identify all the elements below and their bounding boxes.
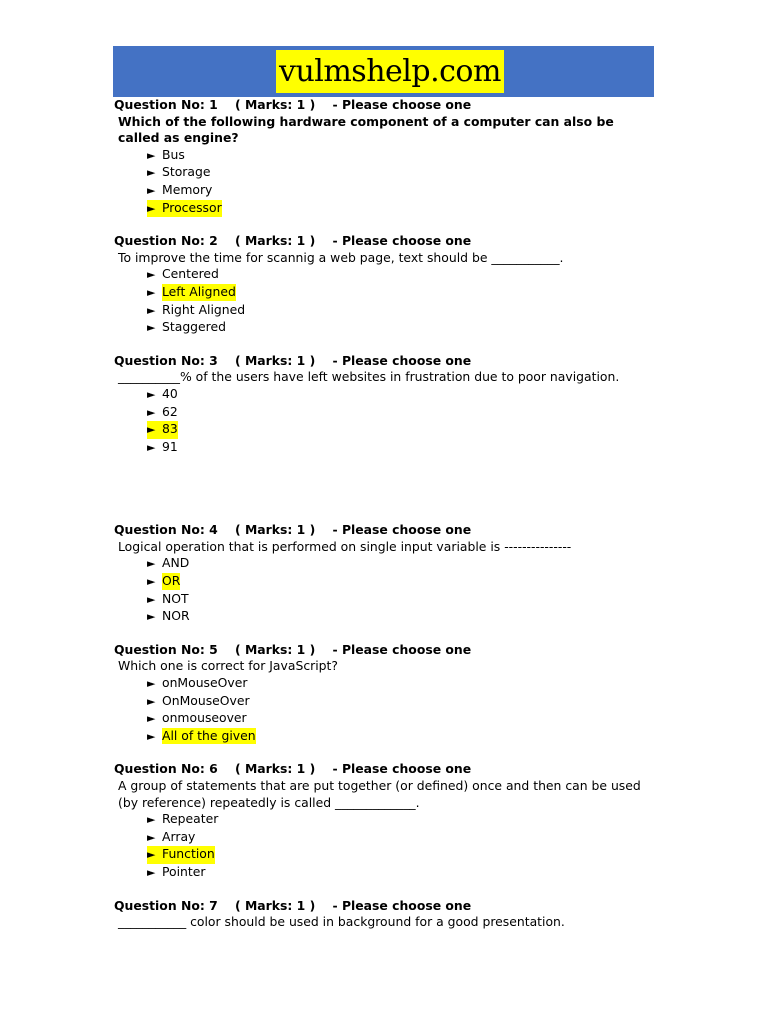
arrow-icon: ► — [147, 729, 156, 743]
question-1 — [114, 97, 654, 217]
arrow-icon: ► — [147, 830, 156, 844]
arrow-icon: ► — [147, 694, 156, 708]
arrow-icon: ► — [147, 440, 156, 454]
option[interactable] — [147, 164, 654, 182]
option[interactable] — [147, 608, 654, 626]
option-label: 83 — [162, 421, 178, 437]
arrow-icon: ► — [147, 285, 156, 299]
question-7 — [114, 898, 654, 931]
option[interactable] — [147, 710, 654, 728]
option-correct[interactable] — [147, 200, 654, 218]
option-label: Function — [162, 846, 215, 862]
option-label: 62 — [162, 403, 178, 419]
arrow-icon: ► — [147, 677, 156, 691]
option[interactable] — [147, 386, 654, 404]
option-label: NOT — [162, 590, 189, 606]
question-6 — [114, 761, 654, 881]
option-correct[interactable] — [147, 573, 654, 591]
option[interactable] — [147, 864, 654, 882]
arrow-icon: ► — [147, 557, 156, 571]
option-label: 91 — [162, 438, 178, 454]
option-label: Bus — [162, 146, 185, 162]
question-header: Question No: 6 ( Marks: 1 ) - Please choose one — [114, 761, 472, 777]
option-label: Centered — [162, 266, 219, 282]
option-label: Repeater — [162, 811, 219, 827]
arrow-icon: ► — [147, 321, 156, 335]
question-3 — [114, 353, 654, 457]
options-list — [114, 675, 654, 745]
question-header: Question No: 5 ( Marks: 1 ) - Please choose one — [114, 641, 472, 657]
option-correct[interactable] — [147, 421, 654, 439]
option-label: OnMouseOver — [162, 692, 250, 708]
option-label: onmouseover — [162, 710, 247, 726]
question-text: __________% of the users have left websites in frustration due to poor navigation. — [118, 369, 620, 385]
arrow-icon: ► — [147, 865, 156, 879]
arrow-icon: ► — [147, 423, 156, 437]
arrow-icon: ► — [147, 405, 156, 419]
options-list — [114, 386, 654, 456]
options-list — [114, 147, 654, 217]
option-label: AND — [162, 555, 190, 571]
option-label: Storage — [162, 164, 211, 180]
option[interactable] — [147, 319, 654, 337]
arrow-icon: ► — [147, 712, 156, 726]
question-text: A group of statements that are put together (or defined) once and then can be used (by reference) repeatedly is called _____________. — [118, 778, 645, 810]
arrow-icon: ► — [147, 148, 156, 162]
option[interactable] — [147, 404, 654, 422]
option-correct[interactable] — [147, 284, 654, 302]
arrow-icon: ► — [147, 303, 156, 317]
arrow-icon: ► — [147, 848, 156, 862]
option[interactable] — [147, 693, 654, 711]
question-4 — [114, 522, 654, 626]
arrow-icon: ► — [147, 575, 156, 589]
options-list — [114, 811, 654, 881]
option[interactable] — [147, 675, 654, 693]
arrow-icon: ► — [147, 610, 156, 624]
option-label: 40 — [162, 385, 178, 401]
option-label: Pointer — [162, 863, 206, 879]
option[interactable] — [147, 266, 654, 284]
arrow-icon: ► — [147, 387, 156, 401]
question-text: ___________ color should be used in background for a good presentation. — [118, 914, 565, 930]
option[interactable] — [147, 811, 654, 829]
option[interactable] — [147, 147, 654, 165]
option[interactable] — [147, 591, 654, 609]
option-label: Array — [162, 828, 196, 844]
option-label: OR — [162, 573, 181, 589]
question-text: Logical operation that is performed on single input variable is --------------- — [118, 538, 572, 554]
option-label: Staggered — [162, 319, 226, 335]
option-correct[interactable] — [147, 846, 654, 864]
option[interactable] — [147, 439, 654, 457]
arrow-icon: ► — [147, 201, 156, 215]
option-label: NOR — [162, 608, 190, 624]
option-correct[interactable] — [147, 728, 654, 746]
question-header: Question No: 4 ( Marks: 1 ) - Please choose one — [114, 522, 472, 538]
options-list — [114, 266, 654, 336]
question-header: Question No: 7 ( Marks: 1 ) - Please choose one — [114, 897, 472, 913]
option[interactable] — [147, 302, 654, 320]
option-label: Processor — [162, 199, 222, 215]
arrow-icon: ► — [147, 183, 156, 197]
question-text: Which one is correct for JavaScript? — [118, 658, 338, 674]
options-list — [114, 555, 654, 625]
arrow-icon: ► — [147, 166, 156, 180]
option[interactable] — [147, 829, 654, 847]
question-list — [114, 97, 654, 931]
question-2 — [114, 233, 654, 337]
site-logo: vulmshelp.com — [276, 50, 504, 93]
question-text: Which of the following hardware component of a computer can also be called as engine? — [118, 113, 619, 146]
option[interactable] — [147, 555, 654, 573]
option-label: Memory — [162, 181, 213, 197]
option-label: All of the given — [162, 727, 256, 743]
question-header: Question No: 2 ( Marks: 1 ) - Please choose one — [114, 233, 472, 249]
option-label: Left Aligned — [162, 283, 236, 299]
arrow-icon: ► — [147, 592, 156, 606]
option[interactable] — [147, 182, 654, 200]
question-5 — [114, 642, 654, 746]
question-text: To improve the time for scannig a web page, text should be ___________. — [118, 249, 564, 265]
option-label: Right Aligned — [162, 301, 246, 317]
question-header: Question No: 1 ( Marks: 1 ) - Please choose one — [114, 97, 472, 112]
arrow-icon: ► — [147, 268, 156, 282]
arrow-icon: ► — [147, 813, 156, 827]
question-header: Question No: 3 ( Marks: 1 ) - Please choose one — [114, 352, 472, 368]
option-label: onMouseOver — [162, 675, 248, 691]
